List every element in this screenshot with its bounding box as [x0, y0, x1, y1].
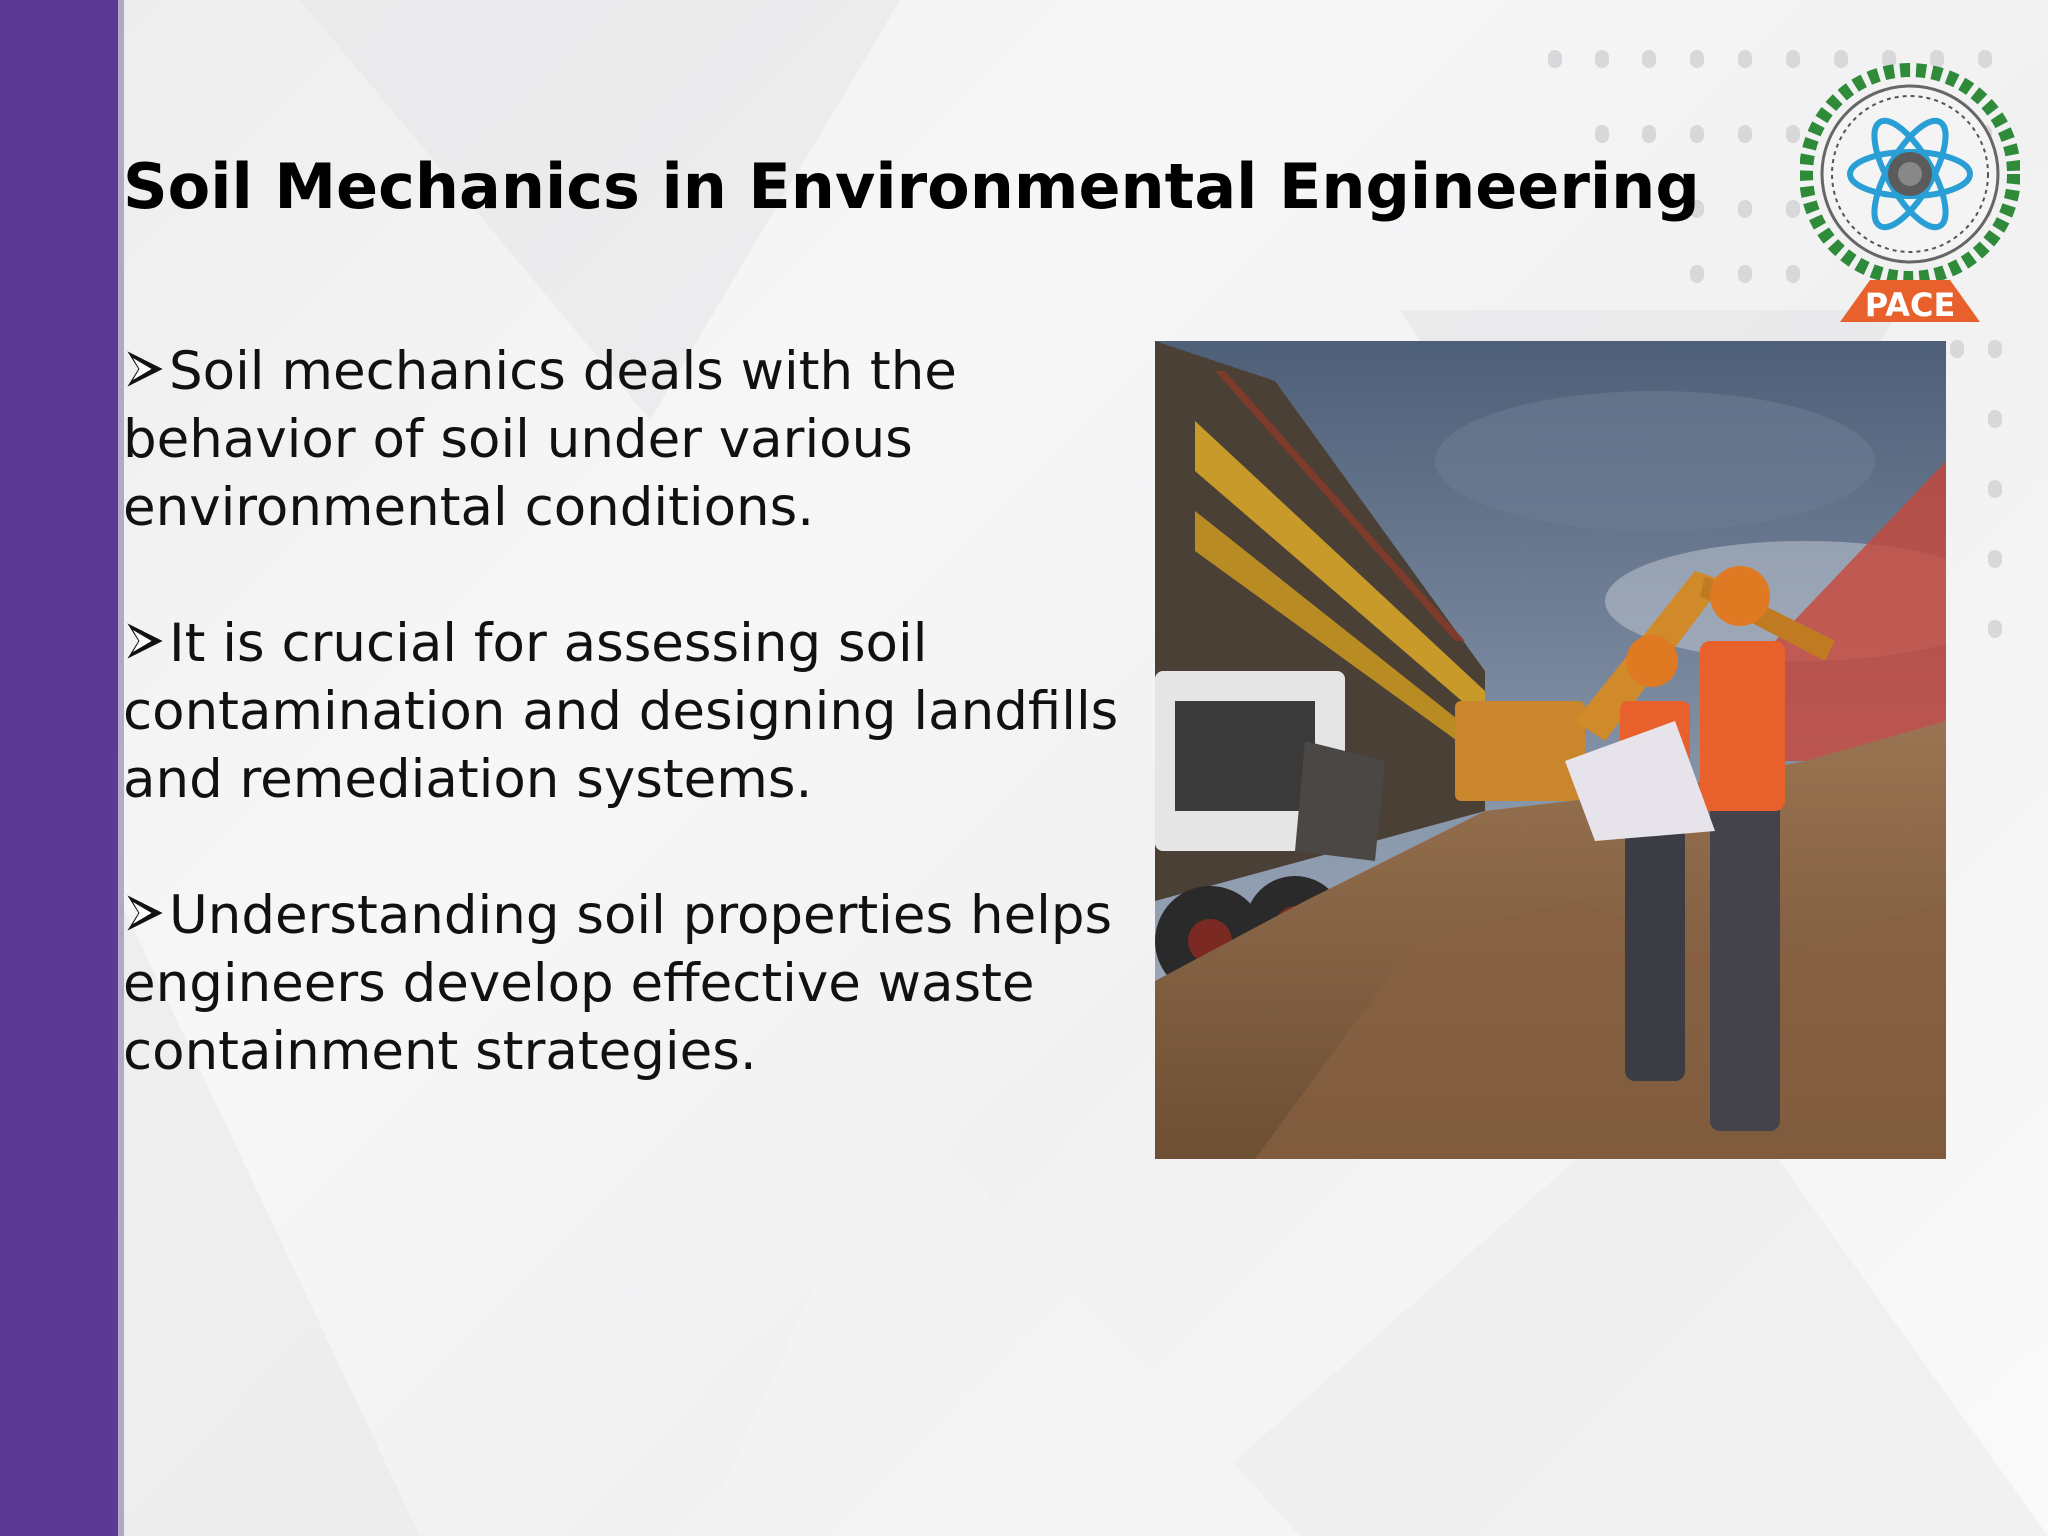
decorative-dot	[1738, 125, 1752, 143]
sidebar-accent-bar	[0, 0, 118, 1536]
bullet-item	[123, 882, 1143, 1086]
decorative-dot	[1988, 550, 2002, 568]
slide-title: Soil Mechanics in Environmental Engineering	[123, 150, 1700, 223]
arrow-bullet-icon	[123, 619, 167, 663]
arrow-bullet-icon	[123, 347, 167, 391]
decorative-dot	[1690, 125, 1704, 143]
pace-logo	[1800, 54, 2020, 326]
decorative-dot	[1595, 125, 1609, 143]
decorative-dot	[1690, 265, 1704, 283]
decorative-dot	[1738, 50, 1752, 68]
decorative-dot	[1786, 50, 1800, 68]
bullet-item	[123, 610, 1143, 814]
decorative-dot	[1988, 410, 2002, 428]
decorative-dot	[1786, 265, 1800, 283]
decorative-dot	[1988, 480, 2002, 498]
decorative-dot	[1642, 125, 1656, 143]
decorative-dot	[1738, 200, 1752, 218]
decorative-dot	[1642, 50, 1656, 68]
bullet-list	[123, 338, 1143, 1154]
decorative-dot	[1988, 620, 2002, 638]
decorative-dot	[1988, 340, 2002, 358]
decorative-dot	[1950, 340, 1964, 358]
bullet-text: Understanding soil properties helps engineers develop effective waste containment strategies.	[123, 885, 1113, 1082]
decorative-dot	[1690, 50, 1704, 68]
decorative-dot	[1595, 50, 1609, 68]
bullet-text: It is crucial for assessing soil contamination and designing landfills and remediation systems.	[123, 613, 1119, 810]
decorative-dot	[1786, 125, 1800, 143]
logo-text: PACE	[1864, 286, 1956, 324]
bullet-item	[123, 338, 1143, 542]
construction-site-photo	[1155, 341, 1946, 1159]
bullet-text: Soil mechanics deals with the behavior of soil under various environmental conditions.	[123, 341, 957, 538]
decorative-dot	[1786, 200, 1800, 218]
decorative-dot	[1548, 50, 1562, 68]
decorative-dot	[1738, 265, 1752, 283]
arrow-bullet-icon	[123, 891, 167, 935]
